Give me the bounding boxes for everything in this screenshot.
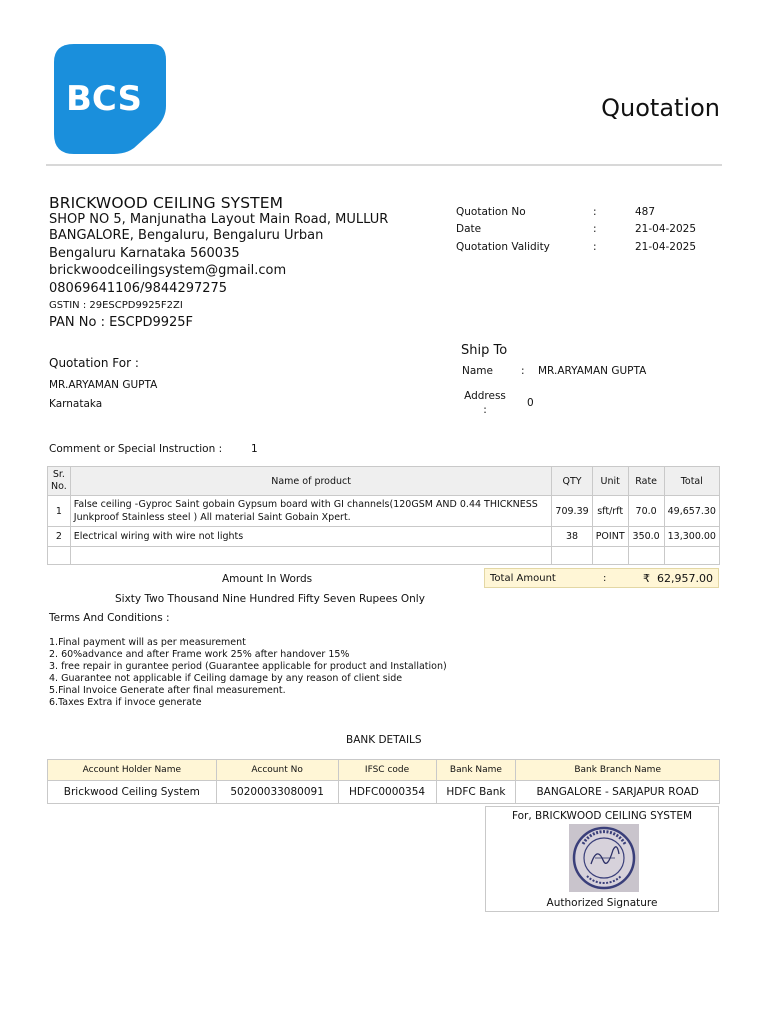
cell-rate: 350.0	[628, 527, 664, 547]
amount-in-words-title: Amount In Words	[222, 573, 313, 585]
quotation-for-state: Karnataka	[49, 398, 103, 410]
company-logo	[48, 40, 170, 156]
cell-empty	[664, 547, 719, 565]
ship-to-address-label-text: Address	[464, 390, 506, 402]
total-amount-value: ₹ 62,957.00	[643, 572, 713, 585]
meta-label: Quotation Validity	[456, 241, 550, 253]
comment-label: Comment or Special Instruction :	[49, 443, 223, 455]
bank-header-account-no: Account No	[216, 760, 338, 781]
term-item: 2. 60%advance and after Frame work 25% after handover 15%	[49, 649, 350, 660]
company-phone: 08069641106/9844297275	[49, 281, 228, 296]
bank-header-row	[48, 760, 720, 781]
term-item: 6.Taxes Extra if invoce generate	[49, 697, 202, 708]
company-name: BRICKWOOD CEILING SYSTEM	[49, 194, 284, 212]
total-amount-label: Total Amount	[490, 573, 556, 584]
quotation-for-title: Quotation For :	[49, 356, 139, 370]
cell-total: 13,300.00	[664, 527, 719, 547]
header-total: Total	[664, 467, 719, 496]
bank-row	[48, 781, 720, 804]
meta-separator: :	[593, 241, 597, 253]
cell-qty: 709.39	[552, 496, 592, 527]
meta-separator: :	[593, 206, 597, 218]
bank-details-table	[47, 759, 720, 804]
company-stamp	[569, 824, 639, 892]
quotation-for-name: MR.ARYAMAN GUPTA	[49, 379, 158, 391]
meta-date	[456, 223, 718, 239]
cell-sr: 2	[48, 527, 71, 547]
authorized-signature-label: Authorized Signature	[546, 897, 658, 909]
meta-label: Quotation No	[456, 206, 526, 218]
header-rate: Rate	[628, 467, 664, 496]
company-pan: PAN No : ESCPD9925F	[49, 315, 194, 330]
items-table	[47, 466, 720, 565]
bank-holder: Brickwood Ceiling System	[48, 781, 217, 804]
terms-list	[49, 637, 447, 709]
company-address-line1: SHOP NO 5, Manjunatha Layout Main Road, MULLUR BANGALORE, Bengaluru, Bengaluru Urban	[49, 212, 389, 243]
logo-text: BCS	[66, 79, 142, 119]
cell-empty	[628, 547, 664, 565]
meta-value: 487	[635, 206, 656, 218]
cell-unit: sft/rft	[592, 496, 628, 527]
bank-details-title: BANK DETAILS	[346, 734, 422, 746]
cell-sr: 1	[48, 496, 71, 527]
meta-quotation-no	[456, 206, 718, 222]
table-row	[48, 527, 720, 547]
document-title: Quotation	[601, 94, 720, 122]
company-email: brickwoodceilingsystem@gmail.com	[49, 263, 287, 278]
ship-to-name: MR.ARYAMAN GUPTA	[538, 365, 647, 377]
bank-header-bank-name: Bank Name	[436, 760, 516, 781]
signature-box	[485, 806, 719, 912]
bank-header-branch: Bank Branch Name	[516, 760, 720, 781]
bank-ifsc: HDFC0000354	[338, 781, 436, 804]
total-amount-box	[484, 568, 719, 588]
cell-rate: 70.0	[628, 496, 664, 527]
signature-for-label: For, BRICKWOOD CEILING SYSTEM	[511, 810, 693, 822]
company-address-line2: Bengaluru Karnataka 560035	[49, 246, 240, 261]
term-item: 3. free repair in gurantee period (Guarantee applicable for product and Installation)	[49, 661, 447, 672]
bank-header-ifsc: IFSC code	[338, 760, 436, 781]
ship-to-name-separator: :	[521, 365, 525, 377]
cell-unit: POINT	[592, 527, 628, 547]
comment-value: 1	[251, 443, 258, 455]
table-row-empty	[48, 547, 720, 565]
amount-in-words: Sixty Two Thousand Nine Hundred Fifty Seven Rupees Only	[115, 593, 425, 605]
meta-separator: :	[593, 223, 597, 235]
ship-to-address-label	[463, 389, 507, 417]
term-item: 5.Final Invoice Generate after final measurement.	[49, 685, 286, 696]
meta-value: 21-04-2025	[635, 241, 697, 253]
header-sr-no	[48, 467, 71, 496]
cell-total: 49,657.30	[664, 496, 719, 527]
bank-branch: BANGALORE - SARJAPUR ROAD	[516, 781, 720, 804]
items-header-row	[48, 467, 720, 496]
cell-qty: 38	[552, 527, 592, 547]
meta-validity	[456, 241, 718, 257]
table-row	[48, 496, 720, 527]
meta-value: 21-04-2025	[635, 223, 697, 235]
term-item: 1.Final payment will as per measurement	[49, 637, 246, 648]
bank-name: HDFC Bank	[436, 781, 516, 804]
ship-to-name-label: Name	[462, 365, 493, 377]
header-sr-line2: No.	[51, 481, 67, 492]
header-sr-line1: Sr.	[52, 469, 65, 480]
header-unit: Unit	[592, 467, 628, 496]
terms-title: Terms And Conditions :	[49, 612, 170, 624]
cell-product-name: Electrical wiring with wire not lights	[70, 527, 552, 547]
ship-to-title: Ship To	[461, 343, 508, 358]
bank-account-no: 50200033080091	[216, 781, 338, 804]
term-item: 4. Guarantee not applicable if Ceiling damage by any reason of client side	[49, 673, 403, 684]
company-gstin: GSTIN : 29ESCPD9925F2ZI	[49, 300, 183, 311]
cell-empty	[552, 547, 592, 565]
cell-empty	[70, 547, 552, 565]
cell-empty	[592, 547, 628, 565]
ship-to-address-separator: :	[483, 404, 487, 416]
header-product-name: Name of product	[70, 467, 552, 496]
cell-product-name: False ceiling -Gyproc Saint gobain Gypsum board with GI channels(120GSM AND 0.44 THICKNESS Junkproof Stainless steel ) All material Saint Gobain Xpert.	[70, 496, 552, 527]
bank-header-holder: Account Holder Name	[48, 760, 217, 781]
header-qty: QTY	[552, 467, 592, 496]
total-amount-separator: :	[603, 573, 607, 584]
cell-empty	[48, 547, 71, 565]
ship-to-address: 0	[527, 397, 534, 409]
header-divider	[46, 164, 722, 166]
meta-label: Date	[456, 223, 482, 235]
